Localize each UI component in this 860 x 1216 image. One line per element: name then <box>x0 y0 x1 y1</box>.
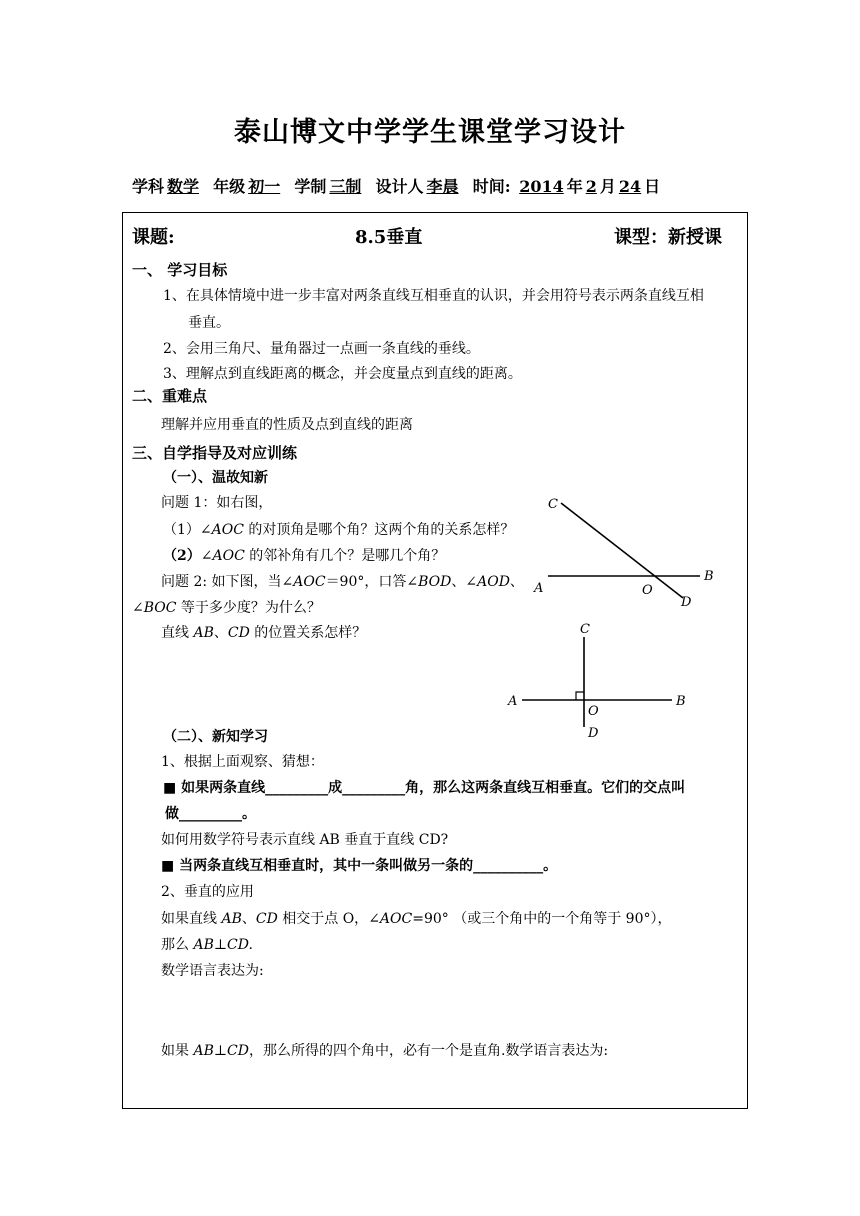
fig1-label-b: B <box>704 569 714 584</box>
figure-perpendicular-lines <box>500 615 700 745</box>
right-angle-mark <box>576 692 584 700</box>
fig1-label-a: A <box>534 581 544 596</box>
q1b-text: 的邻补角有几个？是哪几个角？ <box>244 548 446 564</box>
question-2-line-2 <box>132 599 321 617</box>
last-symbol: AB⊥CD <box>193 1043 249 1059</box>
time-label: 时间: <box>472 177 511 196</box>
q1a-prefix: （1） <box>163 522 200 538</box>
q2-mid: ＝90°，口答 <box>325 574 407 590</box>
then-prefix: 那么 <box>161 937 194 953</box>
year-unit: 年 <box>566 177 583 196</box>
goal-1-line-2: 垂直。 <box>188 315 230 331</box>
meta-line <box>132 174 660 197</box>
goal-2: 2、会用三角尺、量角器过一点画一条直线的垂线。 <box>163 341 480 357</box>
last-text: ，那么所得的四个角中，必有一个是直角.数学语言表达为: <box>248 1043 609 1059</box>
system-label: 学制 <box>294 177 327 196</box>
system-value: 三制 <box>329 177 362 196</box>
lesson-type: 课型：新授课 <box>614 227 722 248</box>
section-2-heading: 二、重难点 <box>132 387 208 405</box>
fig1-label-o: O <box>642 583 653 598</box>
designer-label: 设计人 <box>375 177 424 196</box>
q2-angle-bod: ∠BOD <box>406 574 452 590</box>
grade-value: 初一 <box>248 177 281 196</box>
converse-statement <box>161 1042 608 1060</box>
q2-prefix: 问题 2: 如下图，当 <box>161 574 282 590</box>
definition-bullet-line-1: ■ 如果两条直线_________成_________角，那么这两条直线互相垂直。它们的交点叫 <box>163 780 686 796</box>
designer-value: 李晨 <box>426 177 459 196</box>
question-2-line-1 <box>161 573 524 591</box>
q3-prefix: 直线 <box>161 625 194 641</box>
section-1-heading: 一、 学习目标 <box>132 261 228 279</box>
fig2-label-o: O <box>588 704 599 719</box>
math-expression-1: 数学语言表达为: <box>161 963 264 979</box>
q2-angle-aoc: ∠AOC <box>281 574 326 590</box>
then-symbol: AB⊥CD. <box>193 937 253 953</box>
figure-intersecting-lines <box>530 490 730 610</box>
subsection-review: （一）、温故知新 <box>163 470 268 486</box>
q3-sep: 、 <box>213 625 228 641</box>
fig2-label-b: B <box>676 694 686 709</box>
month-unit: 月 <box>599 177 616 196</box>
symbol-question: 如何用数学符号表示直线 AB 垂直于直线 CD? <box>161 832 449 848</box>
q3-line-ab: AB <box>193 625 214 641</box>
subject-label: 学科 <box>132 177 165 196</box>
goal-1-line-1: 1、在具体情境中进一步丰富对两条直线互相垂直的认识，并会用符号表示两条直线互相 <box>163 288 704 304</box>
application-conclusion <box>161 936 253 954</box>
app-prefix: 如果直线 <box>161 911 222 927</box>
fig2-label-c: C <box>580 622 590 637</box>
section-3-heading: 三、自学指导及对应训练 <box>132 444 298 462</box>
perpendicular-bullet: ■ 当两条直线互相垂直时，其中一条叫做另一条的__________。 <box>161 858 558 874</box>
fig1-label-c: C <box>548 497 558 512</box>
question-1b <box>163 547 445 565</box>
app-line-ab: AB <box>221 911 242 927</box>
q1a-text: 的对顶角是哪个角？这两个角的关系怎样？ <box>243 522 515 538</box>
app-mid: 相交于点 O， <box>277 911 369 927</box>
topic-label: 课题: <box>132 227 175 248</box>
subsection-new-learning: （二）、新知学习 <box>163 729 268 745</box>
grade-label: 年级 <box>213 177 246 196</box>
line-cd <box>561 503 683 598</box>
q2-sep-2: 、 <box>509 574 524 590</box>
definition-bullet-line-2: 做_________。 <box>165 806 256 822</box>
application-condition <box>161 910 671 928</box>
new-learning-1: 1、根据上面观察、猜想： <box>161 754 324 770</box>
q2-line-2-text: 等于多少度？为什么？ <box>176 600 321 616</box>
month-value: 2 <box>585 177 597 196</box>
topic-value: 8.5垂直 <box>355 227 423 248</box>
subject-value: 数学 <box>167 177 200 196</box>
document-title: 泰山博文中学学生课堂学习设计 <box>234 117 626 148</box>
day-unit: 日 <box>644 177 661 196</box>
application-heading: 2、垂直的应用 <box>161 884 254 900</box>
q3-line-cd: CD <box>227 625 250 641</box>
q2-angle-boc: ∠BOC <box>132 600 177 616</box>
q1a-angle: ∠AOC <box>199 522 244 538</box>
q2-sep-1: 、 <box>451 574 466 590</box>
fig2-label-a: A <box>508 694 518 709</box>
fig1-label-d: D <box>681 595 692 610</box>
key-points-text: 理解并应用垂直的性质及点到直线的距离 <box>161 417 413 433</box>
last-prefix: 如果 <box>161 1043 194 1059</box>
question-3 <box>161 624 366 642</box>
q1b-angle: ∠AOC <box>200 548 245 564</box>
q3-text: 的位置关系怎样？ <box>249 625 367 641</box>
app-line-cd: CD <box>255 911 278 927</box>
app-text: =90° （或三个角中的一个角等于 90°）， <box>412 911 672 927</box>
question-1: 问题 1：如右图， <box>161 495 273 511</box>
question-1a <box>163 521 514 539</box>
q2-angle-aod: ∠AOD <box>465 574 510 590</box>
q1b-prefix: （2） <box>163 548 201 564</box>
goal-3: 3、理解点到直线距离的概念，并会度量点到直线的距离。 <box>163 366 522 382</box>
app-angle-aoc: ∠AOC <box>368 911 413 927</box>
year-value: 2014 <box>519 177 564 196</box>
day-value: 24 <box>618 177 642 196</box>
fig2-label-d: D <box>588 726 599 741</box>
app-sep: 、 <box>241 911 256 927</box>
